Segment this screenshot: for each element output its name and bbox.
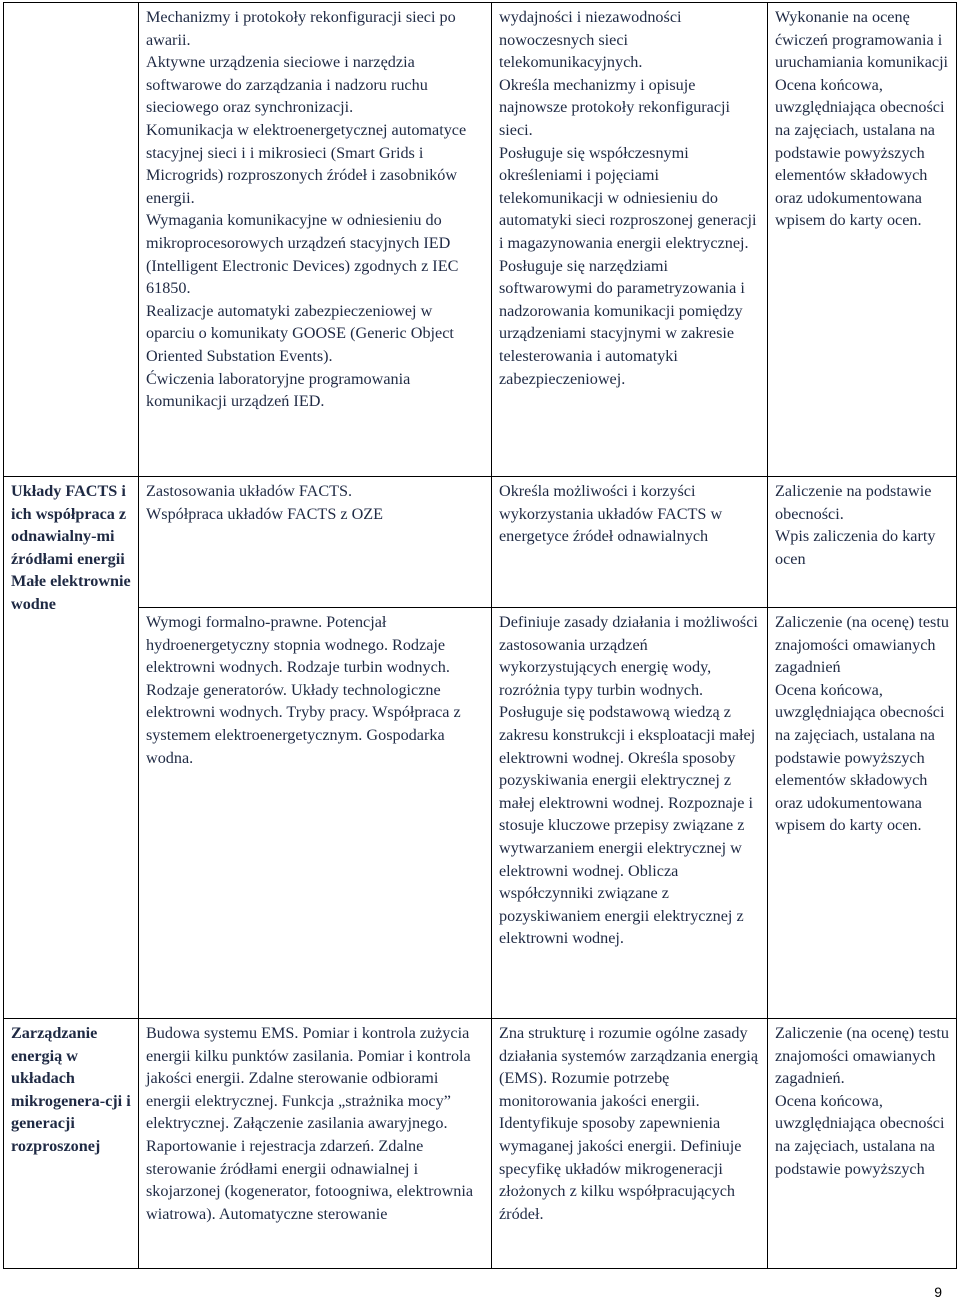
topic-cell (4, 1019, 139, 1269)
assessment-paragraph: Ocena końcowa, uwzględniająca obecności na zajęciach, ustalana na podstawie powyższych (775, 1091, 945, 1178)
outcome-paragraph: Posługuje się współczesnymi określeniami i pojęciami telekomunikacji w odniesieniu do automatyki sieci rozproszonej generacji i magazynowania energii elektrycznej. (499, 143, 757, 252)
outcomes-cell (492, 3, 768, 477)
topic-label: Układy FACTS i ich współpraca z odnawialny-mi źródłami energii (11, 482, 127, 568)
content-cell (139, 608, 492, 1019)
topic-label: Małe elektrownie wodne (11, 572, 131, 613)
assessment-cell (768, 608, 957, 1019)
outcome-paragraph: Zna strukturę i rozumie ogólne zasady działania systemów zarządzania energią (EMS). Rozumie potrzebę monitorowania jakości energii. Identyfikuje sposoby zapewnienia wymaganej jakości energii. Definiuje specyfikę układów mikrogeneracji złożonych z kilku współpracujących źródeł. (499, 1024, 759, 1223)
assessment-paragraph: Wykonanie na ocenę ćwiczeń programowania i uruchamiania komunikacji (775, 8, 949, 72)
content-paragraph: Ćwiczenia laboratoryjne programowania komunikacji urządzeń IED. (146, 369, 411, 411)
syllabus-table (3, 2, 957, 1269)
outcomes-cell (492, 477, 768, 608)
topic-cell (4, 477, 139, 1019)
content-paragraph: Współpraca układów FACTS z OZE (146, 504, 384, 523)
outcome-paragraph: Określa możliwości i korzyści wykorzystania układów FACTS w energetyce źródeł odnawialnych (499, 482, 723, 546)
content-paragraph: Realizacje automatyki zabezpieczeniowej w oparciu o komunikaty GOOSE (Generic Object Oriented Substation Events). (146, 301, 454, 365)
assessment-cell (768, 477, 957, 608)
content-paragraph: Aktywne urządzenia sieciowe i narzędzia softwarowe do zarządzania i nadzoru ruchu sieciowego oraz synchronizacji. (146, 53, 428, 117)
assessment-paragraph: Wpis zaliczenia do karty ocen (775, 527, 936, 568)
content-paragraph: Mechanizmy i protokoły rekonfiguracji sieci po awarii. (146, 8, 456, 49)
outcome-paragraph: Określa mechanizmy i opisuje najnowsze protokoły rekonfiguracji sieci. (499, 75, 731, 139)
table-row (4, 477, 957, 608)
topic-cell (4, 3, 139, 477)
page-number: 9 (934, 1284, 942, 1300)
content-paragraph: Komunikacja w elektroenergetycznej automatyce stacyjnej sieci i i mikrosieci (Smart Grids i Microgrids) rozproszonych źródeł i zasobników energii. (146, 120, 467, 207)
content-cell (139, 1019, 492, 1269)
content-cell (139, 3, 492, 477)
content-paragraph: Wymagania komunikacyjne w odniesieniu do mikroprocesorowych urządzeń stacyjnych IED (Intelligent Electronic Devices) zgodnych z IEC 61850. (146, 211, 459, 298)
content-paragraph: Budowa systemu EMS. Pomiar i kontrola zużycia energii kilku punktów zasilania. Pomiar i kontrola jakości energii. Zdalne sterowanie odbiorami energii elektrycznej. Funkcja „strażnika mocy” elektrycznej. Załączenie zasilania awaryjnego. Raportowanie i rejestracja zdarzeń. Zdalne sterowanie źródłami energii odnawialnej i skojarzonej (kogenerator, fotoogniwa, elektrownia wiatrowa). Automatyczne sterowanie (146, 1024, 474, 1223)
table-row (4, 3, 957, 477)
content-cell (139, 477, 492, 608)
assessment-paragraph: Zaliczenie na podstawie obecności. (775, 482, 932, 523)
outcome-paragraph: Definiuje zasady działania i możliwości zastosowania urządzeń wykorzystujących energię wody, rozróżnia typy turbin wodnych. Posługuje się podstawową wiedzą z zakresu konstrukcji i eksploatacji małej elektrowni wodnej. Określa sposoby pozyskiwania energii elektrycznej z małej elektrowni wodnej. Rozpoznaje i stosuje kluczowe przepisy związane z wytwarzaniem energii elektrycznej w elektrowni wodnej. Oblicza współczynniki związane z pozyskiwaniem energii elektrycznej z elektrowni wodnej. (499, 613, 758, 948)
content-paragraph: Zastosowania układów FACTS. (146, 482, 353, 500)
outcomes-cell (492, 1019, 768, 1269)
outcome-paragraph: wydajności i niezawodności nowoczesnych sieci telekomunikacyjnych. (499, 8, 682, 72)
table-row (4, 1019, 957, 1269)
content-paragraph: Wymogi formalno-prawne. Potencjał hydroenergetyczny stopnia wodnego. Rodzaje elektrowni wodnych. Rodzaje turbin wodnych. Rodzaje generatorów. Układy technologiczne elektrowni wodnych. Tryby pracy. Współpraca z systemem elektroenergetycznym. Gospodarka wodna. (146, 613, 461, 767)
table-row (4, 608, 957, 1019)
assessment-paragraph: Zaliczenie (na ocenę) testu znajomości omawianych zagadnień. (775, 1024, 949, 1088)
assessment-paragraph: Ocena końcowa, uwzględniająca obecności na zajęciach, ustalana na podstawie powyższych elementów składowych oraz udokumentowana wpisem do karty ocen. (775, 75, 945, 230)
assessment-paragraph: Ocena końcowa, uwzględniająca obecności na zajęciach, ustalana na podstawie powyższych elementów składowych oraz udokumentowana wpisem do karty ocen. (775, 680, 945, 835)
assessment-paragraph: Zaliczenie (na ocenę) testu znajomości omawianych zagadnień (775, 613, 949, 677)
topic-label: Zarządzanie energią w układach mikrogenera-cji i generacji rozproszonej (11, 1024, 131, 1155)
outcome-paragraph: Posługuje się narzędziami softwarowymi do parametryzowania i nadzorowania komunikacji pomiędzy urządzeniami stacyjnymi w zakresie telesterowania i automatyki zabezpieczeniowej. (499, 256, 745, 388)
assessment-cell (768, 1019, 957, 1269)
assessment-cell (768, 3, 957, 477)
outcomes-cell (492, 608, 768, 1019)
